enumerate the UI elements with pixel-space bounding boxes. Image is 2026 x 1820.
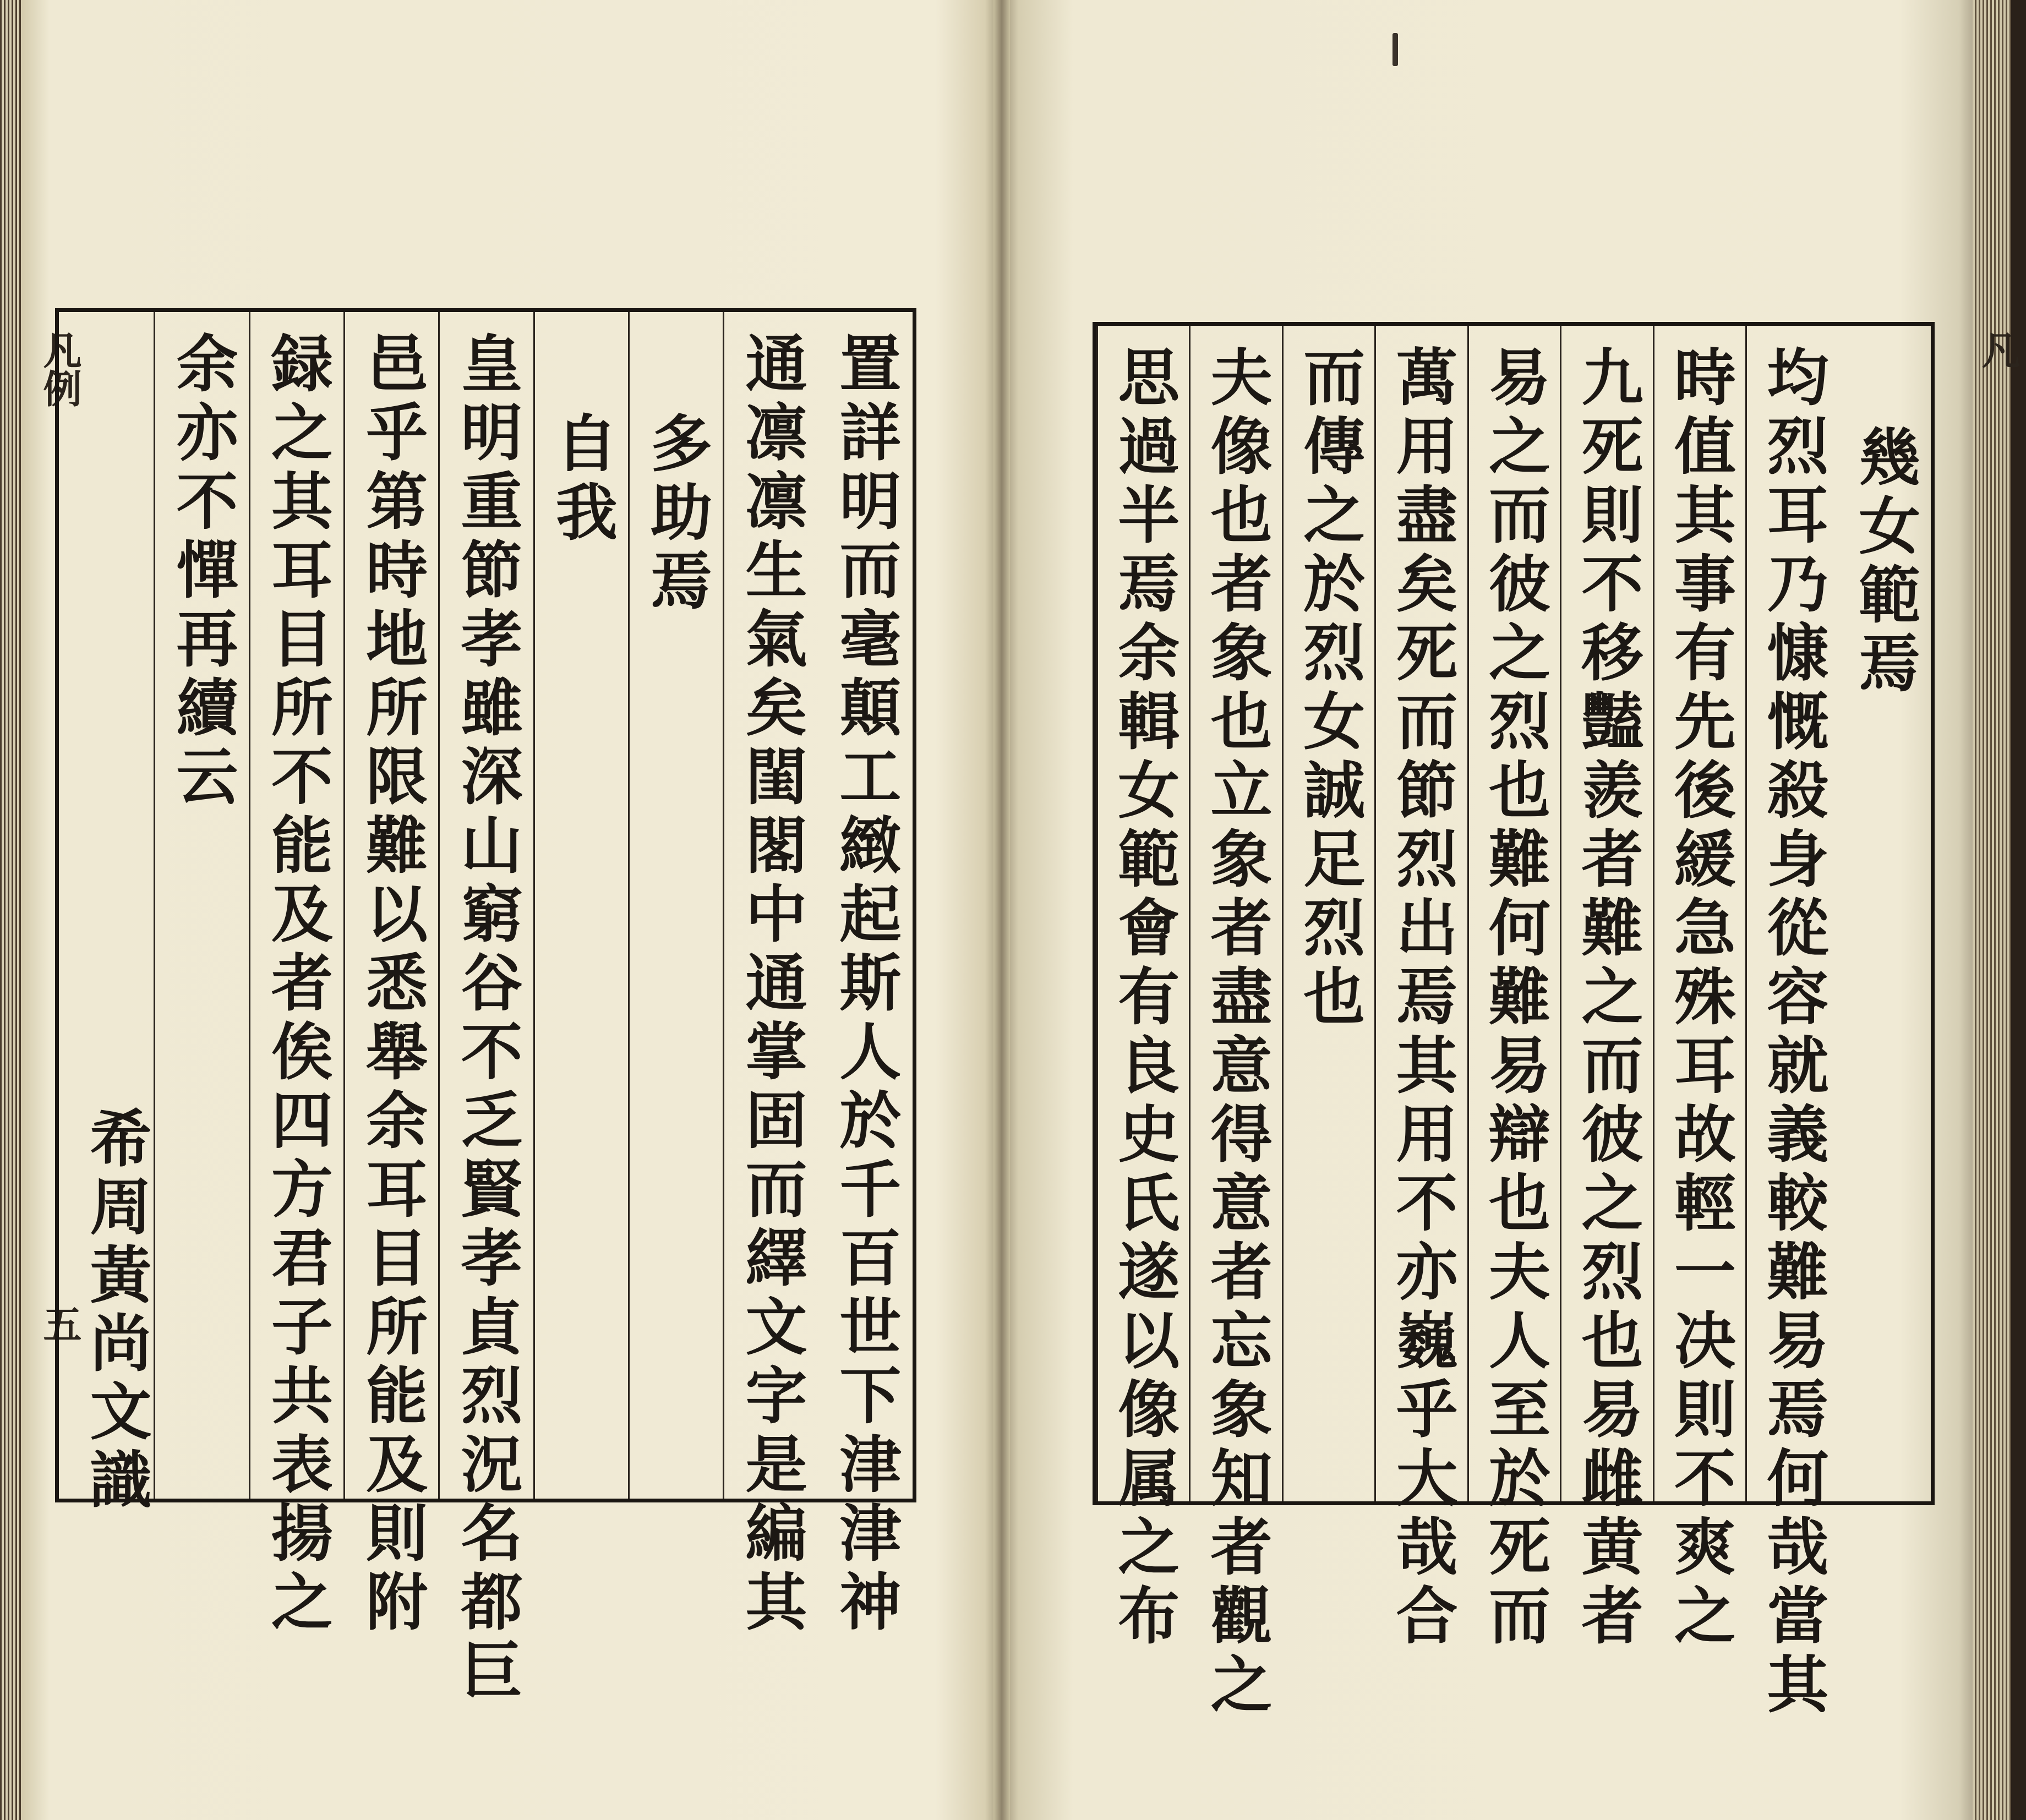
- column-text: 夫像也者象也立象者盡意得意者忘象知者觀之: [1200, 345, 1273, 1721]
- column-text: 皇明重節孝雖深山窮谷不乏賢孝貞烈況名都巨: [450, 331, 523, 1707]
- left-page-number: 五: [37, 1304, 83, 1343]
- column-text: 置詳明而毫顛工緻起斯人於千百世下津津神: [829, 331, 902, 1638]
- text-column: [1374, 326, 1467, 1652]
- column-text: 易之而彼之烈也難何難易辯也夫人至於死而: [1478, 345, 1551, 1652]
- text-column: [533, 312, 628, 1499]
- left-page-frame: [55, 308, 916, 1707]
- left-page-edges: [0, 0, 22, 1820]
- left-side-label: 凡例: [37, 330, 83, 407]
- column-text: 余亦不憚再續云: [166, 331, 238, 813]
- column-text: 均烈耳乃慷慨殺身從容就義較難易焉何哉當其: [1756, 345, 1829, 1721]
- book-spine: [993, 0, 1010, 1820]
- column-text: 而傳之於烈女誠足烈也: [1293, 345, 1366, 1033]
- text-column: [1653, 326, 1745, 1652]
- column-text: 自我: [545, 411, 618, 549]
- right-page-edges: [1973, 0, 2011, 1820]
- text-column: [1096, 326, 1189, 1652]
- text-column: [249, 312, 343, 1638]
- ink-speck: [1392, 33, 1398, 66]
- text-column: [628, 312, 723, 1499]
- column-text: 邑乎第時地所限難以悉舉余耳目所能及則附: [356, 331, 428, 1638]
- column-text: 幾女範焉: [1848, 425, 1921, 700]
- column-text: 九死則不移豔羨者難之而彼之烈也易雌黄者: [1571, 345, 1643, 1652]
- right-page-frame: [1093, 322, 1935, 1721]
- column-text: 思過半焉余輯女範會有良史氏遂以像属之布: [1107, 345, 1180, 1652]
- column-text: 通凛凛生氣矣閨閣中通掌固而繹文字是編其: [735, 331, 807, 1638]
- column-text: 録之其耳目所不能及者俟四方君子共表揚之: [261, 331, 334, 1638]
- text-column: [1838, 326, 1931, 1501]
- text-column: [818, 312, 913, 1638]
- text-column: [723, 312, 817, 1638]
- text-column: [1282, 326, 1374, 1501]
- right-side-label: 凡: [1975, 330, 2021, 369]
- text-column: [154, 312, 248, 1499]
- signature: 希周黃尚文識: [80, 1106, 152, 1516]
- text-column: [438, 312, 533, 1707]
- column-text: 多助焉: [640, 411, 713, 617]
- text-column: [1189, 326, 1281, 1721]
- column-text: 時值其事有先後緩急殊耳故輕一决則不爽之: [1664, 345, 1736, 1652]
- text-column: [1745, 326, 1838, 1721]
- text-column: [1467, 326, 1560, 1652]
- column-text: 萬用盡矣死而節烈出焉其用不亦巍乎大哉合: [1386, 345, 1459, 1652]
- text-column: [343, 312, 438, 1638]
- text-column: [1560, 326, 1652, 1652]
